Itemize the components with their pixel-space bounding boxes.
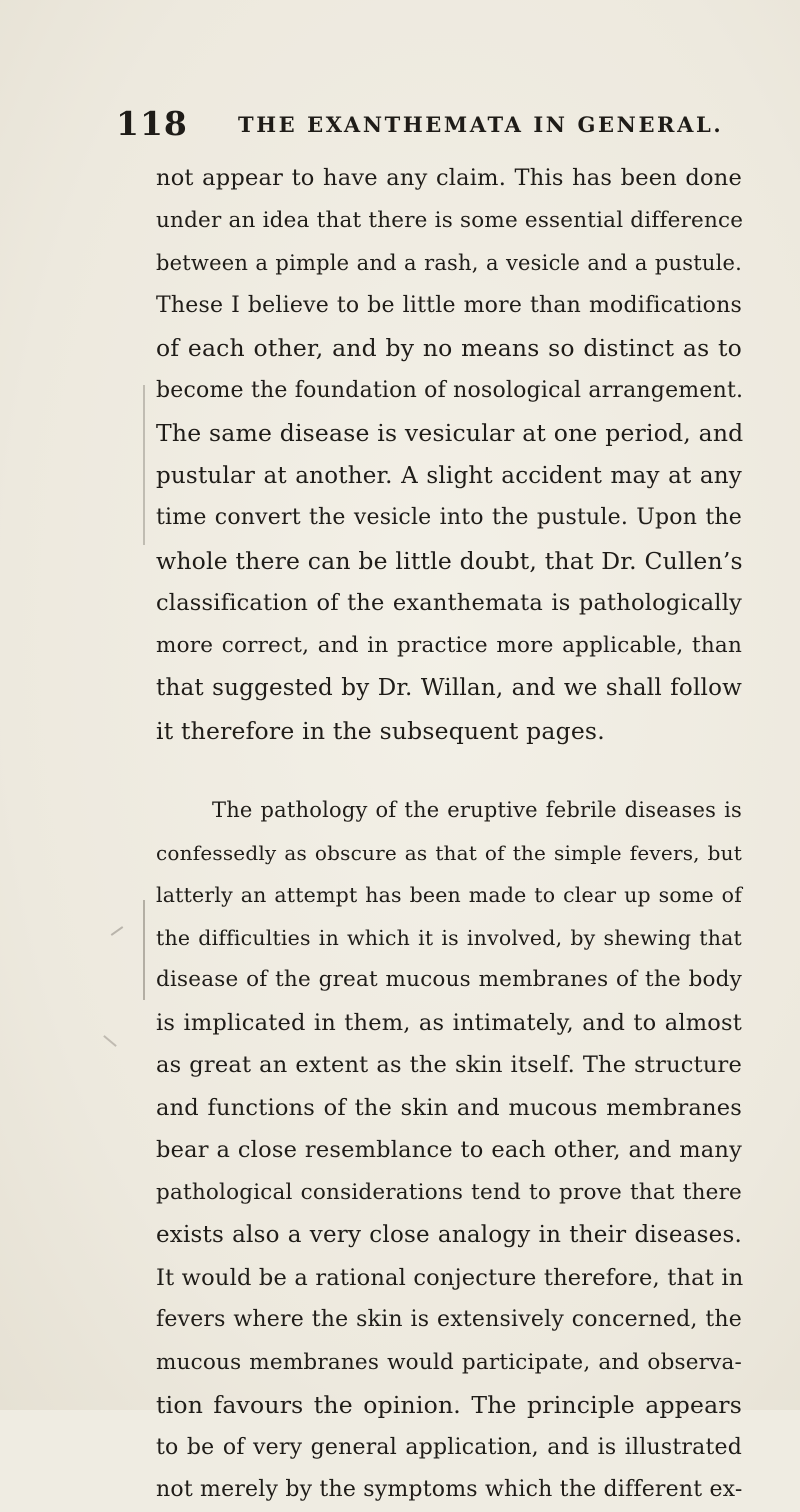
text-line: and functions of the skin and mucous membranes	[156, 1094, 742, 1121]
text-line: between a pimple and a rash, a vesicle and a pustule.	[156, 251, 742, 275]
text-line: It would be a rational conjecture therefore, that in	[156, 1264, 744, 1291]
text-line: exists also a very close analogy in their diseases.	[156, 1222, 742, 1248]
running-title: THE EXANTHEMATA IN GENERAL.	[238, 112, 724, 137]
text-line: time convert the vesicle into the pustule. Upon the	[156, 505, 742, 530]
text-line: become the foundation of nosological arrangement.	[156, 377, 744, 403]
text-line: The same disease is vesicular at one period, and	[156, 419, 744, 447]
body-text	[156, 157, 742, 1512]
text-line: that suggested by Dr. Willan, and we shall follow	[156, 675, 742, 701]
text-line: disease of the great mucous membranes of the body	[156, 967, 742, 992]
margin-mark	[111, 926, 124, 936]
text-line: whole there can be little doubt, that Dr. Cullen’s	[156, 546, 743, 575]
text-line: The pathology of the eruptive febrile diseases is	[212, 798, 742, 822]
text-line: confessedly as obscure as that of the simple fevers, but	[156, 840, 742, 865]
text-line: bear a close resemblance to each other, and many	[156, 1137, 742, 1163]
page-header	[116, 104, 756, 144]
text-line: pustular at another. A slight accident may at any	[156, 462, 742, 489]
margin-mark	[143, 385, 145, 545]
page-number: 118	[116, 104, 188, 143]
margin-mark	[143, 900, 145, 1000]
text-line: mucous membranes would participate, and observa-	[156, 1349, 742, 1375]
text-line: it therefore in the subsequent pages.	[156, 716, 605, 745]
text-line: to be of very general application, and is illustrated	[156, 1434, 742, 1460]
text-line: under an idea that there is some essential difference	[156, 207, 744, 233]
text-line: tion favours the opinion. The principle appears	[156, 1391, 742, 1419]
text-line: as great an extent as the skin itself. The structure	[156, 1052, 742, 1078]
text-line: of each other, and by no means so distinct as to	[156, 334, 742, 362]
text-line: not appear to have any claim. This has been done	[156, 165, 742, 191]
paragraph-2	[156, 789, 742, 1512]
text-line: fevers where the skin is extensively concerned, the	[156, 1307, 742, 1332]
text-line: pathological considerations tend to prove that there	[156, 1179, 742, 1205]
text-line: These I believe to be little more than modifications	[156, 292, 742, 318]
text-line: the difficulties in which it is involved, by shewing that	[156, 925, 742, 950]
paragraph-1	[156, 157, 742, 752]
text-line: latterly an attempt has been made to clear up some of	[156, 883, 742, 907]
text-line: is implicated in them, as intimately, and to almost	[156, 1009, 742, 1036]
paragraph-gap	[156, 752, 742, 789]
text-line: more correct, and in practice more applicable, than	[156, 632, 742, 658]
text-line: not merely by the symptoms which the different ex-	[156, 1477, 743, 1502]
text-line: classification of the exanthemata is pathologically	[156, 590, 742, 616]
margin-mark	[103, 1035, 117, 1047]
